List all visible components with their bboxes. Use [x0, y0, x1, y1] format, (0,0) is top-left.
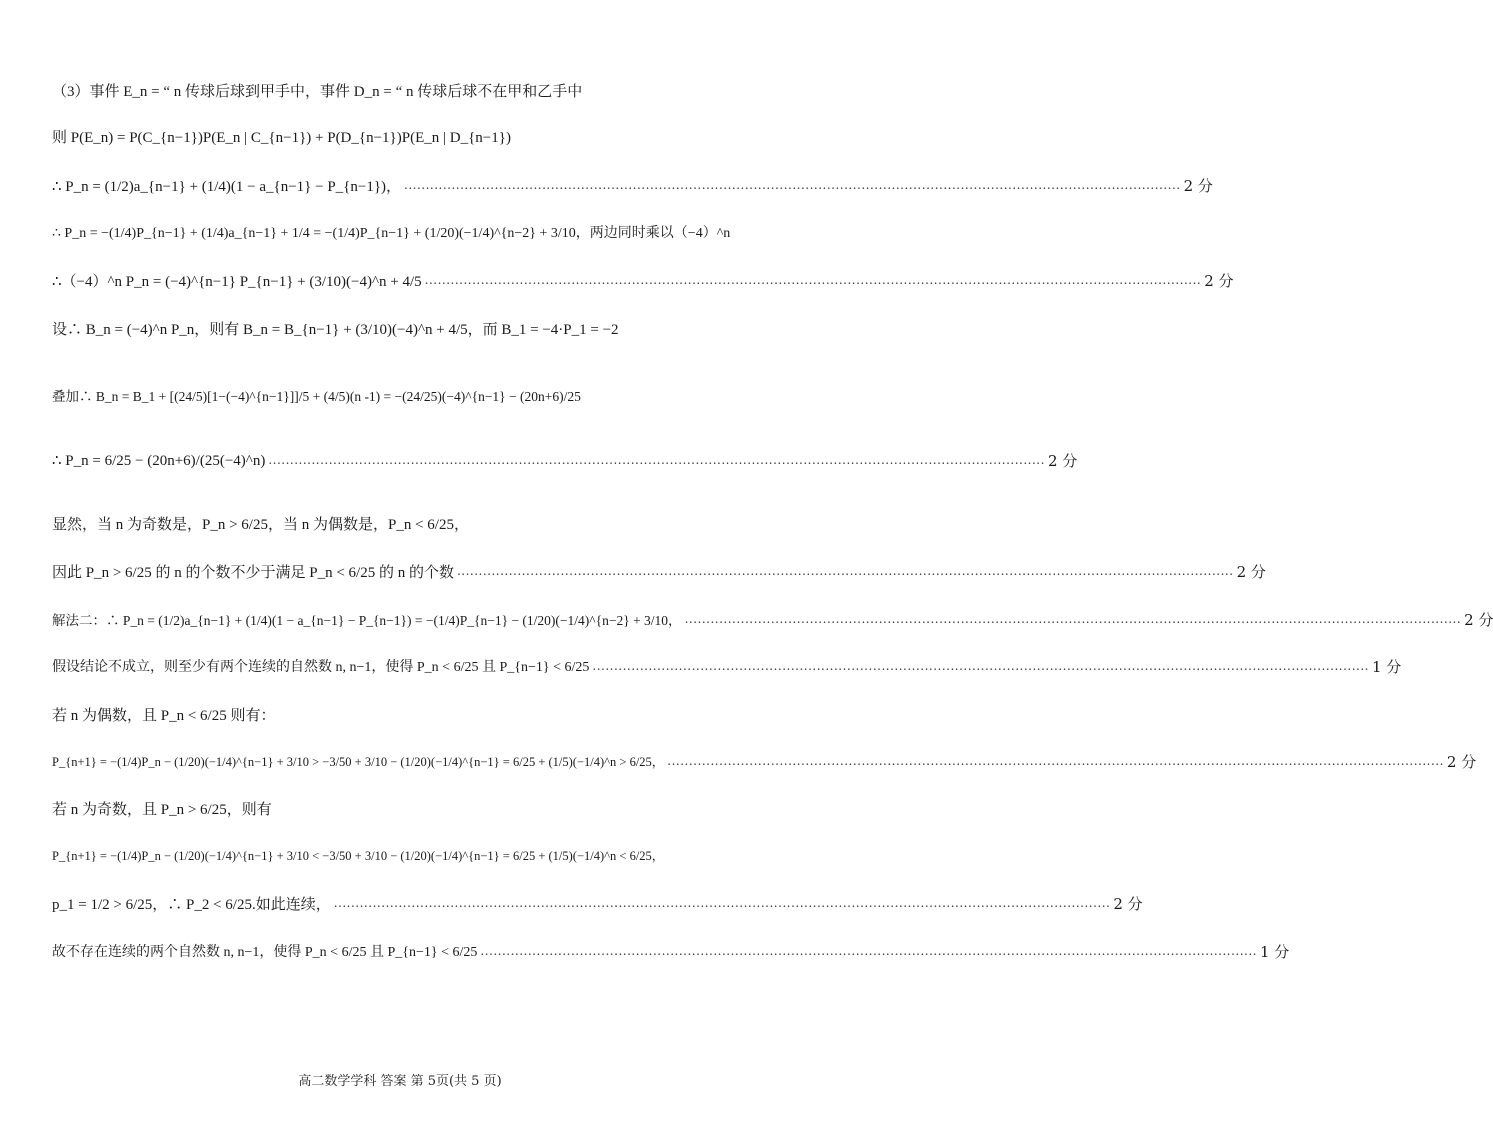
line-13-text: 若 n 为偶数，且 P_n < 6/25 则有：: [52, 707, 276, 724]
line-13: [52, 699, 738, 729]
line-11: [52, 604, 1493, 634]
line-2-text: 则 P(E_n) = P(C_{n−1})P(E_n | C_{n−1}) + P(D_{n−1})P(E_n | D_{n−1}): [52, 129, 511, 146]
line-5-score: 2 分: [1204, 271, 1234, 290]
line-8-text: ∴ P_n = 6/25 − (20n+6)/(25(−4)^n): [52, 452, 266, 469]
line-12: [52, 651, 1402, 681]
line-11-score: 2 分: [1464, 610, 1493, 629]
line-16: [52, 840, 738, 870]
line-14-text: P_{n+1} = −(1/4)P_n − (1/20)(−1/4)^{n−1} + 3/10 > −3/50 + 3/10 − (1/20)(−1/4)^{n−1} = 6/25 + (1/5)(−1/4)^n > 6/25，: [52, 755, 665, 769]
line-1-text: （3）事件 E_n = “ n 传球后球到甲手中，事件 D_n = “ n 传球后球不在甲和乙手中: [52, 83, 583, 100]
line-7-text: 叠加∴ B_n = B_1 + [(24/5)[1−(−4)^{n−1}]]/5 + (4/5)(n -1) = −(24/25)(−4)^{n−1} − (20n+6)/25: [52, 389, 581, 404]
line-14-score: 2 分: [1446, 752, 1477, 771]
line-9-text: 显然，当 n 为奇数是，P_n > 6/25，当 n 为偶数是，P_n < 6/25，: [52, 516, 469, 533]
line-6-text: 设∴ B_n = (−4)^n P_n，则有 B_n = B_{n−1} + (3/10)(−4)^n + 4/5，而 B_1 = −4·P_1 = −2: [52, 321, 619, 338]
line-11-text: 解法二：∴ P_n = (1/2)a_{n−1} + (1/4)(1 − a_{n−1} − P_{n−1}) = −(1/4)P_{n−1} − (1/20)(−1/4)^{n−2} + 3/10，: [52, 613, 682, 628]
leader-dots: ....................................................................................................................................................................................: [592, 659, 1369, 673]
line-3-score: 2 分: [1183, 176, 1213, 195]
line-2: [52, 124, 738, 148]
line-9: [52, 508, 738, 538]
line-8: [52, 445, 1078, 475]
line-3: [52, 170, 1213, 200]
line-17-text: p_1 = 1/2 > 6/25，∴ P_2 < 6/25.如此连续，: [52, 896, 331, 913]
line-15-text: 若 n 为奇数，且 P_n > 6/25，则有: [52, 801, 272, 818]
page-footer: 高二数学学科 答案 第 5页(共 5 页): [298, 1074, 502, 1089]
line-18: [52, 936, 1290, 966]
line-8-score: 2 分: [1047, 451, 1078, 470]
line-7: [52, 375, 738, 415]
leader-dots: ....................................................................................................................................................................................: [424, 273, 1202, 287]
leader-dots: ....................................................................................................................................................................................: [404, 178, 1181, 192]
leader-dots: ....................................................................................................................................................................................: [333, 896, 1111, 910]
leader-dots: ....................................................................................................................................................................................: [667, 754, 1444, 768]
line-10-text: 因此 P_n > 6/25 的 n 的个数不少于满足 P_n < 6/25 的 n 的个数: [52, 564, 454, 581]
line-6: [52, 313, 738, 343]
line-12-score: 1 分: [1371, 657, 1402, 676]
leader-dots: ....................................................................................................................................................................................: [480, 944, 1257, 958]
line-10: [52, 556, 1266, 586]
line-10-score: 2 分: [1236, 562, 1266, 581]
line-1: [52, 78, 738, 102]
leader-dots: ....................................................................................................................................................................................: [268, 453, 1045, 467]
line-4-text: ∴ P_n = −(1/4)P_{n−1} + (1/4)a_{n−1} + 1/4 = −(1/4)P_{n−1} + (1/20)(−1/4)^{n−2} + 3/10，两边同时乘以（−4）^n: [52, 226, 731, 241]
line-5: [52, 265, 1234, 295]
leader-dots: ....................................................................................................................................................................................: [456, 564, 1234, 578]
line-15: [52, 793, 738, 823]
line-18-score: 1 分: [1259, 942, 1290, 961]
line-17: [52, 888, 1143, 918]
line-17-score: 2 分: [1113, 894, 1143, 913]
leader-dots: ....................................................................................................................................................................................: [684, 612, 1462, 626]
line-5-text: ∴（−4）^n P_n = (−4)^{n−1} P_{n−1} + (3/10)(−4)^n + 4/5: [52, 273, 422, 290]
line-3-text: ∴ P_n = (1/2)a_{n−1} + (1/4)(1 − a_{n−1} − P_{n−1})，: [52, 178, 402, 195]
line-12-text: 假设结论不成立，则至少有两个连续的自然数 n, n−1，使得 P_n < 6/25 且 P_{n−1} < 6/25: [52, 660, 590, 675]
line-18-text: 故不存在连续的两个自然数 n, n−1，使得 P_n < 6/25 且 P_{n−1} < 6/25: [52, 945, 478, 960]
line-14: [52, 746, 1477, 776]
line-4: [52, 217, 738, 247]
line-16-text: P_{n+1} = −(1/4)P_n − (1/20)(−1/4)^{n−1} + 3/10 < −3/50 + 3/10 − (1/20)(−1/4)^{n−1} = 6/25 + (1/5)(−1/4)^n < 6/25，: [52, 849, 665, 863]
